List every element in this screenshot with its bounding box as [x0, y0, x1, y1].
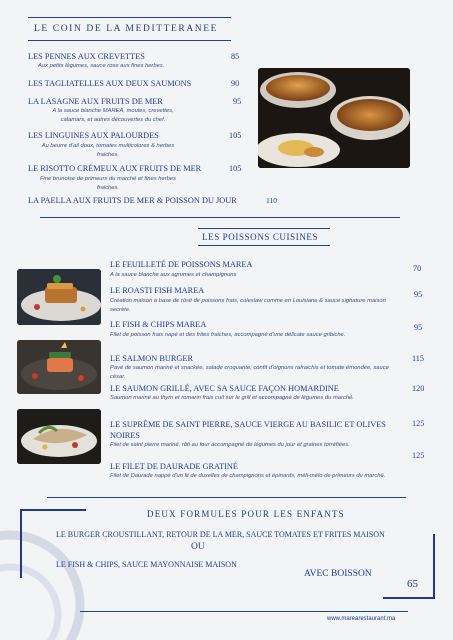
dish-title: LE ROASTI FISH MAREA — [110, 286, 205, 295]
section-rule-top — [28, 17, 231, 18]
dish-description: Aux petits légumes, sauce rose aux fines herbes. — [38, 63, 165, 69]
dish-price: 90 — [231, 79, 240, 88]
dish-title: LES LINGUINES AUX PALOURDES — [28, 131, 159, 140]
dish-price: 105 — [229, 164, 242, 173]
section-heading-poissons: LES POISSONS CUISINES — [202, 232, 319, 242]
dish-price: 110 — [266, 196, 277, 205]
dish-price: 95 — [233, 97, 242, 106]
dish-description: Filet de saint pierre mariné, rôti au four accompagné de légumes du jour et graines torréfiées. — [110, 442, 350, 448]
dish-description: Filet de poisson frais napé et des frites fraiches, accompagné d'une délicate sauce gribiche. — [110, 332, 346, 338]
dish-title: LE FILET DE DAURADE GRATINÉ — [110, 462, 238, 471]
dish-description: Au beurre d'ail doux, tomates multicolores & herbes fraiches. — [41, 143, 175, 158]
kids-formula-2: LE FISH & CHIPS, SAUCE MAYONNAISE MAISON — [56, 560, 237, 569]
dish-photo-gratin — [258, 68, 410, 168]
dish-title: LE SUPRÊME DE SAINT PIERRE, SAUCE VIERGE AU BASILIC ET OLIVES NOIRES — [110, 420, 386, 440]
dish-description: Fine brunoise de primeurs du marché et fines herbes fraiches. — [40, 176, 176, 191]
website-link[interactable]: www.marearestaurant.ma — [327, 616, 396, 622]
dish-price: 95 — [414, 323, 423, 332]
dish-price: 115 — [412, 354, 424, 363]
dish-description: Saumon mariné au thym et romarin frais cuit sur le grill et accompagné de légumes du marché. — [110, 395, 354, 401]
kids-or: OU — [191, 542, 205, 552]
dish-photo-salmon — [17, 340, 101, 394]
dish-title: LES TAGLIATELLES AUX DEUX SAUMONS — [28, 79, 192, 88]
dish-price: 120 — [412, 384, 425, 393]
dish-price: 95 — [414, 290, 423, 299]
dish-price: 85 — [231, 52, 240, 61]
kids-formula-1: LE BURGER CROUSTILLANT, RETOUR DE LA MER, SAUCE TOMATES ET FRITES MAISON — [56, 530, 385, 539]
dish-title: LE FEUILLETÉ DE POISSONS MAREA — [110, 260, 253, 269]
kids-price: 65 — [407, 578, 418, 590]
section-rule-long — [40, 217, 400, 218]
dish-title: LE SALMON BURGER — [110, 354, 193, 363]
section-heading-enfants: DEUX FORMULES POUR LES ENFANTS — [147, 509, 345, 519]
kids-drink: AVEC BOISSON — [304, 569, 372, 579]
section-heading-mediterranee: LE COIN DE LA MEDITTERANEE — [34, 24, 219, 34]
feuillete-illustration — [17, 269, 101, 325]
section-rule-long — [47, 497, 406, 498]
dish-price: 125 — [412, 419, 425, 428]
dish-photo-feuillete — [17, 269, 101, 325]
daurade-illustration — [17, 409, 101, 464]
dish-price: 70 — [413, 264, 422, 273]
dish-description: Filet de Daurade nappé d'un lit de duxelles de champignons et épinards, méli-mélo de primeurs du marché. — [110, 473, 386, 479]
dish-title: LES PENNES AUX CREVETTES — [28, 52, 145, 61]
dish-price: 125 — [412, 451, 425, 460]
dish-description: Création maison à base de rösti de poissons frais, coleslaw comme en Louisiane & sauce signature maison secrète. — [110, 298, 386, 313]
footer-rule — [80, 611, 408, 612]
dish-description: A la sauce blanche MAREA, moules, crevettes, calamars, et autres découvertes du chef. — [52, 108, 174, 123]
section-rule-bottom — [28, 40, 231, 41]
salmon-illustration — [17, 340, 101, 394]
dish-description: A la sauce blanche aux agrumes et champignons — [110, 272, 237, 278]
dish-title: LA LASAGNE AUX FRUITS DE MER — [28, 97, 163, 106]
dish-price: 105 — [229, 131, 242, 140]
section-rule-bottom — [198, 245, 330, 246]
dish-photo-daurade — [17, 409, 101, 464]
dish-description: Pavé de saumon mariné et snackée, salade croquante, confit d'oignons rafraichis et tomate émondée, sauce césar. — [110, 365, 389, 380]
dish-title: LE FISH & CHIPS MAREA — [110, 320, 207, 329]
dish-title: LE RISOTTO CRÉMEUX AUX FRUITS DE MER — [28, 164, 202, 173]
dish-title: LA PAELLA AUX FRUITS DE MER & POISSON DU JOUR — [28, 196, 237, 205]
section-rule-top — [198, 228, 330, 229]
gratin-illustration — [258, 68, 410, 168]
dish-title: LE SAUMON GRILLÉ, AVEC SA SAUCE FAÇON HOMARDINE — [110, 384, 339, 393]
